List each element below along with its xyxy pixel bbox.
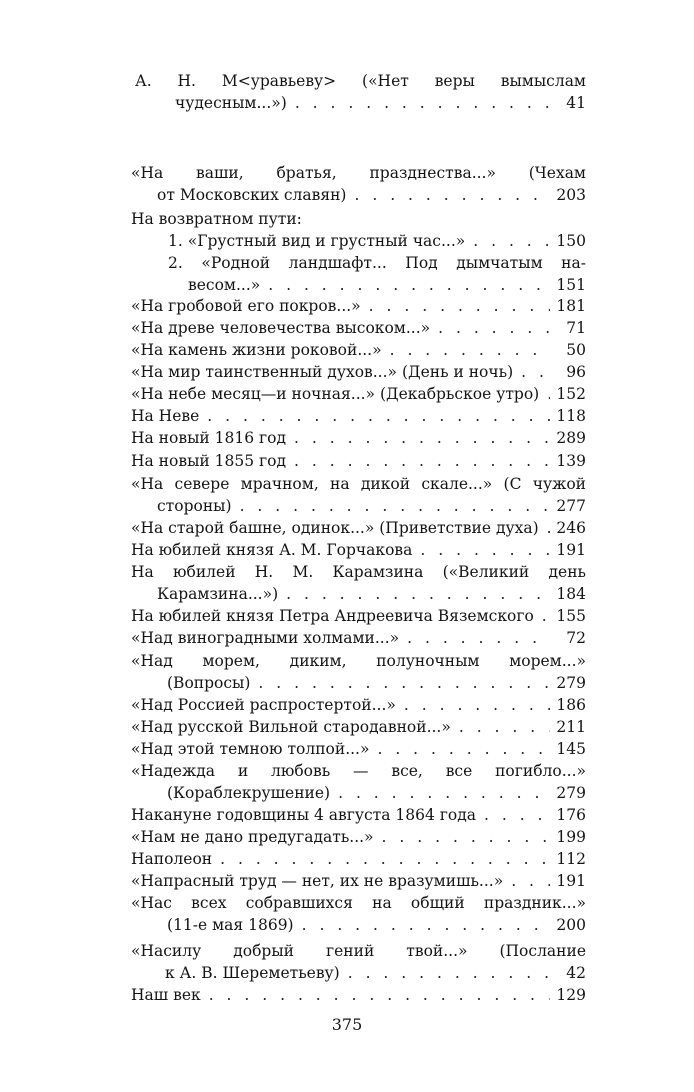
page-number: 184 — [556, 584, 586, 603]
page-number: 246 — [556, 519, 586, 537]
entry-text: «На мир таинственный духов...» (День и ночь) — [131, 363, 514, 381]
index-entry — [131, 849, 586, 871]
entry-line — [131, 296, 586, 318]
index-subentry — [131, 253, 586, 296]
page-number: 152 — [556, 385, 586, 403]
leader-dots — [348, 963, 550, 985]
page-number: 186 — [556, 696, 586, 714]
entry-text: 1. «Грустный вид и грустный час...» — [168, 232, 466, 250]
entry-text: «На старой башне, одинок...» (Приветствие духа) — [131, 519, 539, 537]
leader-dots — [240, 496, 550, 518]
page-number: 200 — [556, 915, 586, 934]
page-number: 151 — [556, 275, 586, 294]
entry-text: «Напрасный труд — нет, их не вразумишь...» — [131, 872, 504, 890]
entry-text: На новый 1816 год — [131, 429, 287, 447]
entry-text: от Московских славян) — [157, 185, 347, 204]
entry-line — [131, 406, 586, 428]
entry-text: На юбилей князя Петра Андреевича Вяземского — [131, 607, 534, 625]
entry-text: «На древе человечества высоком...» — [131, 319, 431, 337]
page-number: 203 — [556, 185, 586, 204]
entry-text: «На камень жизни роковой...» — [131, 341, 382, 359]
page-number: 72 — [566, 629, 586, 647]
entry-line — [131, 384, 586, 406]
index-entry — [131, 540, 586, 562]
index-entry — [131, 651, 586, 694]
index-entry — [131, 362, 586, 384]
index-entry — [131, 739, 586, 761]
entry-text: Накануне годовщины 4 августа 1864 года — [131, 806, 476, 824]
entry-title-line: «Над морем, диким, полуночным морем...» — [131, 652, 586, 670]
page-number: 96 — [566, 363, 586, 381]
page-number: 139 — [556, 452, 586, 470]
entry-text: «На небе месяц—и ночная...» (Декабрьское утро) — [131, 385, 540, 403]
page-number: 211 — [556, 718, 586, 736]
entry-text: На возвратном пути: — [131, 210, 302, 228]
page-number: 176 — [556, 806, 586, 824]
leader-dots — [473, 231, 550, 253]
index-entry — [131, 474, 586, 517]
entry-text: весом...» — [188, 275, 261, 294]
entry-text: чудесным...») — [175, 93, 287, 112]
entry-line — [131, 231, 586, 253]
entry-line — [131, 827, 586, 849]
entry-title-line: «Насилу добрый гений твой...» (Послание — [131, 942, 586, 960]
entry-continuation-line — [131, 963, 586, 985]
leader-dots — [209, 985, 550, 1007]
entry-text: к А. В. Шереметьеву) — [165, 963, 340, 982]
entry-text: На Неве — [131, 407, 200, 425]
entry-title-line: «Нас всех собравшихся на общий праздник...» — [131, 894, 586, 912]
page-number: 289 — [556, 429, 586, 447]
leader-dots — [207, 406, 550, 428]
page-number: 118 — [556, 407, 586, 425]
index-entry — [131, 451, 586, 473]
entry-line — [131, 340, 586, 362]
entry-continuation-line — [131, 496, 586, 518]
entry-title-line: А. Н. М<уравьеву> («Нет веры вымыслам — [135, 72, 586, 90]
leader-dots — [390, 340, 550, 362]
index-entry — [131, 941, 586, 984]
index-entry — [131, 340, 586, 362]
index-entry — [131, 406, 586, 428]
entry-title-line: На юбилей Н. М. Карамзина («Великий день — [131, 563, 586, 581]
index-entry — [131, 163, 586, 206]
page-number: 145 — [556, 740, 586, 758]
page-number: 191 — [556, 872, 586, 890]
leader-dots — [382, 827, 550, 849]
entry-continuation-line — [131, 584, 586, 606]
index-entry — [131, 805, 586, 827]
entry-line — [131, 849, 586, 871]
entry-text: На юбилей князя А. М. Горчакова — [131, 541, 413, 559]
leader-dots — [547, 384, 550, 406]
entry-line — [131, 985, 586, 1007]
index-entry — [131, 827, 586, 849]
entry-line — [131, 428, 586, 450]
entry-title-line: 2. «Родной ландшафт... Под дымчатым на- — [168, 254, 586, 272]
entry-title-line: «На севере мрачном, на дикой скале...» (С чужой — [131, 475, 586, 493]
entry-text: «Нам не дано предугадать...» — [131, 828, 374, 846]
index-entry — [131, 985, 586, 1007]
leader-dots — [459, 717, 550, 739]
leader-dots — [547, 518, 550, 540]
entry-title-line: «Надежда и любовь — все, все погибло...» — [131, 762, 586, 780]
entry-text: «Над этой темною толпой...» — [131, 740, 370, 758]
entry-line — [131, 518, 586, 540]
index-entry — [131, 384, 586, 406]
page-number: 129 — [556, 986, 586, 1004]
index-entry — [131, 893, 586, 936]
leader-dots — [258, 673, 550, 695]
entry-text: «Над виноградными холмами...» — [131, 629, 400, 647]
page-number: 199 — [556, 828, 586, 846]
page-number: 112 — [556, 850, 586, 868]
page-number: 191 — [556, 541, 586, 559]
entry-title-line — [131, 209, 586, 231]
entry-text: «Над русской Вильной стародавной...» — [131, 718, 451, 736]
entry-continuation-line — [131, 185, 586, 207]
leader-dots — [268, 275, 550, 297]
entry-line — [131, 362, 586, 384]
entry-line — [131, 695, 586, 717]
entry-line — [131, 540, 586, 562]
index-entry — [131, 871, 586, 893]
leader-dots — [404, 695, 550, 717]
entry-line — [131, 871, 586, 893]
leader-dots — [294, 428, 550, 450]
leader-dots — [377, 739, 550, 761]
page-number: 71 — [566, 319, 586, 337]
leader-dots — [302, 915, 550, 937]
index-entry — [131, 695, 586, 717]
page-number: 41 — [566, 93, 586, 112]
index-entry-muravyov — [135, 71, 586, 114]
page-number: 155 — [556, 607, 586, 625]
entry-text: «На гробовой его покров...» — [131, 297, 361, 315]
entry-text: стороны) — [157, 496, 232, 515]
index-entry — [131, 428, 586, 450]
entry-text: Карамзина...») — [157, 584, 279, 603]
page-number: 181 — [556, 297, 586, 315]
index-entry — [131, 518, 586, 540]
page-folio-number: 375 — [331, 1015, 363, 1034]
entry-text: Наш век — [131, 986, 201, 1004]
leader-dots — [354, 185, 550, 207]
leader-dots — [295, 93, 550, 115]
index-entry — [131, 717, 586, 739]
entry-text: (11-е мая 1869) — [167, 915, 294, 934]
entry-text: На новый 1855 год — [131, 452, 287, 470]
entry-continuation-line — [131, 275, 586, 297]
entry-continuation-line — [135, 93, 586, 115]
entry-continuation-line — [131, 783, 586, 805]
page-number: 50 — [566, 341, 586, 359]
index-entry — [131, 606, 586, 628]
entry-continuation-line — [131, 673, 586, 695]
entry-line — [131, 628, 586, 650]
index-entry — [131, 318, 586, 340]
entry-title-line: «На ваши, братья, празднества...» (Чехам — [131, 164, 586, 182]
entry-text: (Вопросы) — [167, 673, 251, 692]
leader-dots — [438, 318, 550, 340]
leader-dots — [369, 296, 550, 318]
leader-dots — [420, 540, 550, 562]
index-entry-heading — [131, 209, 586, 231]
index-entry — [131, 628, 586, 650]
page-number: 150 — [556, 232, 586, 250]
page-number: 42 — [566, 963, 586, 982]
page-number: 279 — [556, 673, 586, 692]
page-number: 277 — [556, 496, 586, 515]
index-entry — [131, 562, 586, 605]
leader-dots — [407, 628, 550, 650]
entry-text: (Кораблекрушение) — [167, 783, 331, 802]
leader-dots — [338, 783, 550, 805]
index-entry — [131, 761, 586, 804]
leader-dots — [511, 871, 550, 893]
entry-line — [131, 717, 586, 739]
entry-line — [131, 805, 586, 827]
leader-dots — [484, 805, 550, 827]
index-entry — [131, 296, 586, 318]
leader-dots — [220, 849, 550, 871]
leader-dots — [294, 451, 550, 473]
page-number: 279 — [556, 783, 586, 802]
index-subentry — [131, 231, 586, 253]
leader-dots — [521, 362, 550, 384]
entry-text: Наполеон — [131, 850, 213, 868]
leader-dots — [286, 584, 550, 606]
leader-dots — [542, 606, 550, 628]
entry-continuation-line — [131, 915, 586, 937]
entry-text: «Над Россией распростертой...» — [131, 696, 396, 714]
entry-line — [131, 318, 586, 340]
entry-line — [131, 606, 586, 628]
entry-line — [131, 451, 586, 473]
entry-line — [131, 739, 586, 761]
